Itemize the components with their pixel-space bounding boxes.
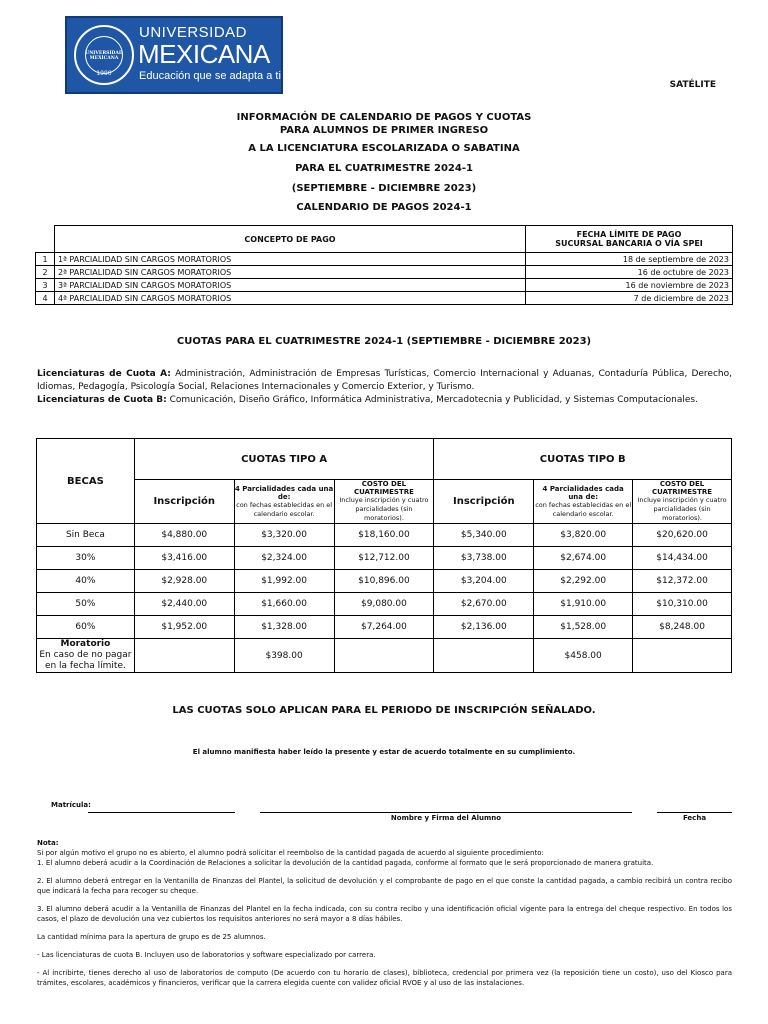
concept-header: CONCEPTO DE PAGO — [55, 226, 526, 253]
tipo-a-header: CUOTAS TIPO A — [134, 439, 434, 480]
seal-text: UNIVERSIDAD MEXICANA — [85, 51, 123, 61]
cuota-b-list: Comunicación, Diseño Gráfico, Informática Administrativa, Mercadotecnia y Publicidad, y Sistemas Computacionales. — [169, 395, 698, 405]
table-row — [37, 570, 732, 593]
a-parcialidad: $3,320.00 — [234, 524, 334, 547]
b-inscripcion: $2,136.00 — [434, 616, 534, 639]
a-parcialidad: $1,328.00 — [234, 616, 334, 639]
table-row — [37, 616, 732, 639]
parcialidades-header-b: 4 Parcialidades cada una de: con fechas establecidas en el calendario escolar. — [534, 480, 633, 524]
beca-label: Sin Beca — [37, 524, 135, 547]
date-label: Fecha — [682, 814, 707, 822]
tipo-b-header: CUOTAS TIPO B — [434, 439, 732, 480]
date-line — [657, 812, 732, 813]
notice-text: LAS CUOTAS SOLO APLICAN PARA EL PERIODO DE INSCRIPCIÓN SEÑALADO. — [172, 705, 596, 716]
cuota-a-list: Administración, Administración de Empresas Turísticas, Comercio Internacional y Aduanas, Contaduría Pública, Derecho, Idiomas, Pedagogía, Psicología Social, Relaciones Internacionales y Comercio Exterior, y Turismo. — [37, 369, 732, 392]
name-signature-label: Nombre y Firma del Alumno — [390, 814, 502, 822]
logo-tagline: Educación que se adapta a ti — [139, 70, 281, 82]
university-seal-icon — [74, 25, 134, 85]
payment-concept: 4ª PARCIALIDAD SIN CARGOS MORATORIOS — [55, 292, 526, 305]
row-number: 3 — [36, 279, 55, 292]
parcialidades-header-a: 4 Parcialidades cada una de: con fechas establecidas en el calendario escolar. — [234, 480, 334, 524]
b-parcialidad: $3,820.00 — [534, 524, 633, 547]
becas-header: BECAS — [37, 439, 135, 524]
note-item: - Las licenciaturas de cuota B. Incluyen uso de laboratorios y software especializado por carrera. — [37, 951, 376, 959]
a-parcialidad: $1,992.00 — [234, 570, 334, 593]
payment-date: 16 de noviembre de 2023 — [526, 279, 733, 292]
table-row-moratorio — [37, 639, 732, 673]
table-row — [37, 524, 732, 547]
header-line6: CALENDARIO DE PAGOS 2024-1 — [296, 202, 472, 213]
inscripcion-header-a: Inscripción — [134, 480, 234, 524]
table-row — [36, 266, 733, 279]
a-parcialidad: $1,660.00 — [234, 593, 334, 616]
table-row — [36, 253, 733, 266]
header-line4: PARA EL CUATRIMESTRE 2024-1 — [295, 163, 473, 174]
b-total: $12,372.00 — [633, 570, 732, 593]
beca-label: 60% — [37, 616, 135, 639]
a-inscripcion: $1,952.00 — [134, 616, 234, 639]
a-total: $9,080.00 — [334, 593, 434, 616]
cuota-a-label: Licenciaturas de Cuota A: — [37, 369, 171, 379]
name-signature-line — [260, 812, 632, 813]
inscripcion-header-b: Inscripción — [434, 480, 534, 524]
beca-label: 30% — [37, 547, 135, 570]
seal-year: 1990 — [96, 70, 112, 77]
row-number: 4 — [36, 292, 55, 305]
payment-concept: 2ª PARCIALIDAD SIN CARGOS MORATORIOS — [55, 266, 526, 279]
beca-label: 40% — [37, 570, 135, 593]
a-inscripcion: $2,928.00 — [134, 570, 234, 593]
a-total: $18,160.00 — [334, 524, 434, 547]
moratorio-a: $398.00 — [234, 639, 334, 673]
b-total: $10,310.00 — [633, 593, 732, 616]
b-total: $14,434.00 — [633, 547, 732, 570]
note-item: La cantidad mínima para la apertura de grupo es de 25 alumnos. — [37, 933, 266, 941]
logo-line2: MEXICANA — [138, 39, 270, 69]
b-inscripcion: $2,670.00 — [434, 593, 534, 616]
a-total: $7,264.00 — [334, 616, 434, 639]
a-inscripcion: $3,416.00 — [134, 547, 234, 570]
note-item: 2. El alumno deberá entregar en la Ventanilla de Finanzas del Plantel, la solicitud de devolución y el comprobante de pago en el que conste la cantidad pagada, a cambio recibirá un contra recibo que indicará la fecha para recoger su cheque. — [37, 877, 732, 895]
a-total: $10,896.00 — [334, 570, 434, 593]
campus-label: SATÉLITE — [669, 80, 716, 90]
table-row — [37, 593, 732, 616]
logo-line1: UNIVERSIDAD — [139, 24, 248, 41]
table-row — [36, 292, 733, 305]
a-inscripcion: $2,440.00 — [134, 593, 234, 616]
beca-label: 50% — [37, 593, 135, 616]
date-header-2: SUCURSAL BANCARIA O VÍA SPEI — [555, 239, 703, 248]
notes-intro: Si por algún motivo el grupo no es abierto, el alumno podrá solicitar el reembolso de la cantidad pagada de acuerdo al siguiente procedimiento: — [37, 849, 544, 857]
payment-date: 18 de septiembre de 2023 — [526, 253, 733, 266]
payment-calendar-table — [35, 225, 733, 305]
costo-header-a: COSTO DEL CUATRIMESTRE Incluye inscripción y cuatro parcialidades (sin moratorios). — [334, 480, 434, 524]
agreement-text: El alumno manifiesta haber leído la presente y estar de acuerdo totalmente en su cumplimiento. — [192, 748, 576, 756]
notes-title: Nota: — [37, 839, 59, 847]
header-line2: PARA ALUMNOS DE PRIMER INGRESO — [279, 125, 489, 136]
row-number: 2 — [36, 266, 55, 279]
payment-concept: 3ª PARCIALIDAD SIN CARGOS MORATORIOS — [55, 279, 526, 292]
a-total: $12,712.00 — [334, 547, 434, 570]
b-inscripcion: $3,204.00 — [434, 570, 534, 593]
payment-concept: 1ª PARCIALIDAD SIN CARGOS MORATORIOS — [55, 253, 526, 266]
b-inscripcion: $3,738.00 — [434, 547, 534, 570]
matricula-label: Matrícula: — [51, 801, 91, 809]
a-inscripcion: $4,880.00 — [134, 524, 234, 547]
note-item: 3. El alumno deberá acudir a la Ventanilla de Finanzas del Plantel en la fecha indicada, con su contra recibo y una identificación oficial vigente para la entrega del cheque respectivo. En todos los casos, el plazo de devolución una vez cubiertos los requisitos anteriores no será mayor a 8 días hábiles. — [37, 905, 732, 923]
header-line5: (SEPTIEMBRE - DICIEMBRE 2023) — [291, 183, 477, 194]
payment-date: 7 de diciembre de 2023 — [526, 292, 733, 305]
b-parcialidad: $1,910.00 — [534, 593, 633, 616]
b-parcialidad: $1,528.00 — [534, 616, 633, 639]
b-inscripcion: $5,340.00 — [434, 524, 534, 547]
payment-date: 16 de octubre de 2023 — [526, 266, 733, 279]
table-row — [37, 547, 732, 570]
fees-table — [36, 438, 732, 673]
cuota-b-label: Licenciaturas de Cuota B: — [37, 395, 167, 405]
licenciaturas-text — [37, 368, 732, 407]
matricula-line — [88, 812, 235, 813]
table-row — [36, 279, 733, 292]
b-total: $20,620.00 — [633, 524, 732, 547]
b-parcialidad: $2,292.00 — [534, 570, 633, 593]
header-line1: INFORMACIÓN DE CALENDARIO DE PAGOS Y CUOTAS — [236, 112, 532, 123]
moratorio-label: Moratorio En caso de no pagar en la fecha límite. — [37, 639, 135, 673]
costo-header-b: COSTO DEL CUATRIMESTRE Incluye inscripción y cuatro parcialidades (sin moratorios). — [633, 480, 732, 524]
note-item: - Al incribirte, tienes derecho al uso de laboratorios de computo (De acuerdo con tu horario de clases), biblioteca, credencial por primera vez (la reposición tiene un costo), uso del Kiosco para trámites, escolares, académicos y financieros, verificar que la carrera elegida cuente con validez oficial RVOE y al uso de las instalaciones. — [37, 969, 732, 987]
note-item: 1. El alumno deberá acudir a la Coordinación de Relaciones a solicitar la devolución de la cantidad pagada, conforme al formato que le será proporcionado de manera gratuita. — [37, 859, 654, 867]
fees-title: CUOTAS PARA EL CUATRIMESTRE 2024-1 (SEPTIEMBRE - DICIEMBRE 2023) — [176, 336, 592, 347]
university-logo — [65, 16, 283, 94]
b-total: $8,248.00 — [633, 616, 732, 639]
notes-section — [37, 838, 732, 996]
row-number: 1 — [36, 253, 55, 266]
header-line3: A LA LICENCIATURA ESCOLARIZADA O SABATINA — [248, 143, 520, 154]
b-parcialidad: $2,674.00 — [534, 547, 633, 570]
date-header-1: FECHA LÍMITE DE PAGO — [576, 230, 682, 239]
moratorio-b: $458.00 — [534, 639, 633, 673]
a-parcialidad: $2,324.00 — [234, 547, 334, 570]
